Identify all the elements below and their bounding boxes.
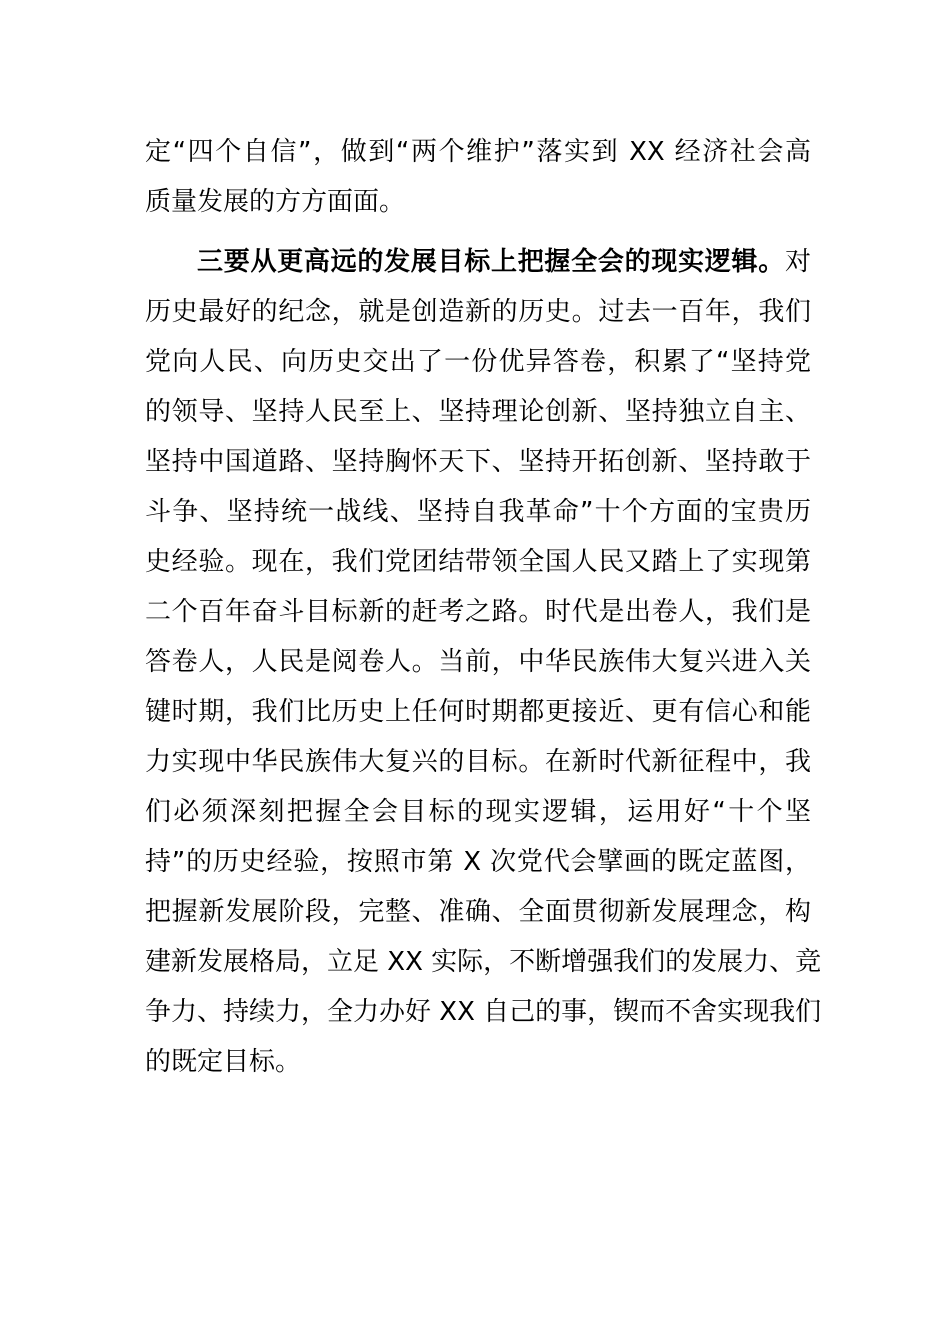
paragraph-2-heading: 三要从更高远的发展目标上把握全会的现实逻辑。 [197,247,785,277]
paragraph-2-line-14: 把握新发展阶段，完整、准确、全面贯彻新发展理念，构 [145,897,811,927]
paragraph-2-line-5: 坚持中国道路、坚持胸怀天下、坚持开拓创新、坚持敢于 [145,447,811,477]
paragraph-2-line-4: 的领导、坚持人民至上、坚持理论创新、坚持独立自主、 [145,397,811,427]
paragraph-2-heading-tail: 对 [784,247,811,277]
paragraph-2-line-9: 答卷人，人民是阅卷人。当前，中华民族伟大复兴进入关 [145,647,811,677]
paragraph-2-line-3: 党向人民、向历史交出了一份优异答卷，积累了“坚持党 [145,347,811,377]
paragraph-2-line-6: 斗争、坚持统一战线、坚持自我革命”十个方面的宝贵历 [145,497,811,527]
paragraph-2-line-15: 建新发展格局，立足 XX 实际，不断增强我们的发展力、竞 [145,947,822,977]
paragraph-2-line-12: 们必须深刻把握全会目标的现实逻辑，运用好“十个坚 [145,797,811,827]
paragraph-2-line-1 [197,243,811,281]
paragraph-2-line-16: 争力、持续力，全力办好 XX 自己的事，锲而不舍实现我们 [145,997,822,1027]
paragraph-1-line-1: 定“四个自信”，做到“两个维护”落实到 XX 经济社会高 [145,137,811,167]
paragraph-2-line-10: 键时期，我们比历史上任何时期都更接近、更有信心和能 [145,697,811,727]
paragraph-1-line-2: 质量发展的方方面面。 [145,187,406,217]
paragraph-2-line-2: 历史最好的纪念，就是创造新的历史。过去一百年，我们 [145,297,811,327]
paragraph-2-line-13: 持”的历史经验，按照市第 X 次党代会擘画的既定蓝图， [145,847,811,877]
paragraph-2-line-8: 二个百年奋斗目标新的赶考之路。时代是出卷人，我们是 [145,597,811,627]
paragraph-2-line-17: 的既定目标。 [145,1047,302,1077]
paragraph-2-line-11: 力实现中华民族伟大复兴的目标。在新时代新征程中，我 [145,747,811,777]
paragraph-2-line-7: 史经验。现在，我们党团结带领全国人民又踏上了实现第 [145,547,811,577]
